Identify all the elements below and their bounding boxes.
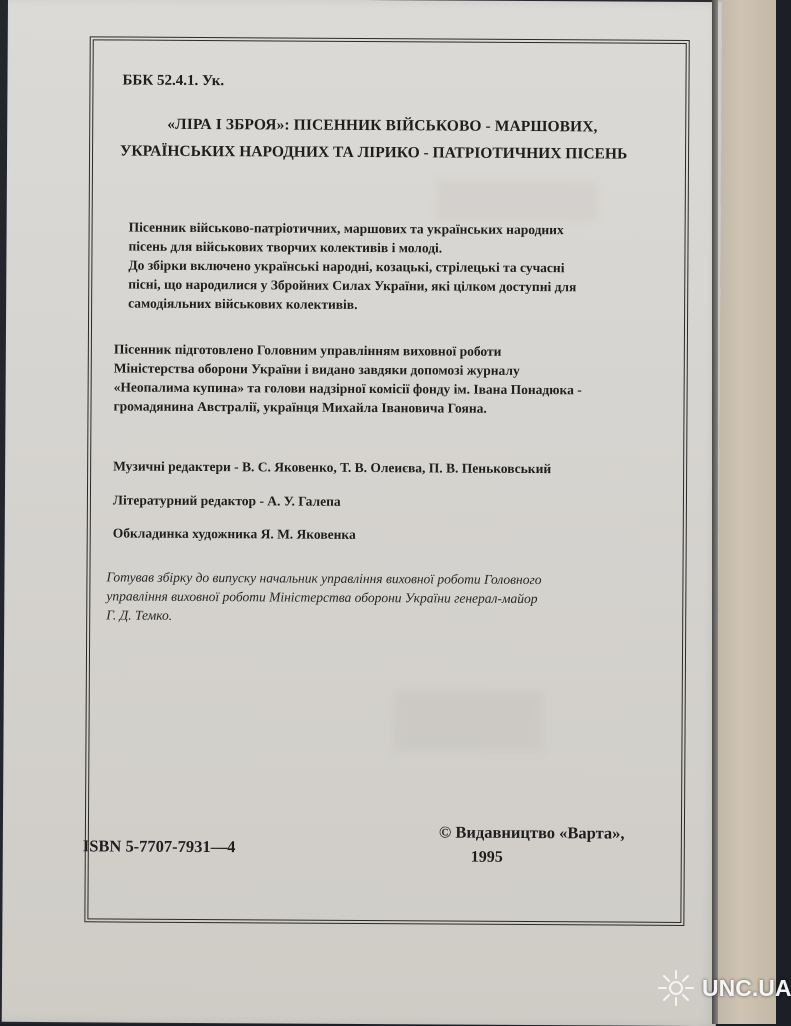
music-editors: Музичні редактери - В. С. Яковенко, Т. В. Олеиєва, П. В. Пеньковський [113, 458, 552, 477]
compiler-note-line: Готував збірку до випуску начальник управління виховної роботи Головного [106, 569, 542, 588]
preparation-line: Міністерства оборони України і видано завдяки допомозі журналу [113, 360, 520, 378]
title-line-2: УКРАЇНСЬКИХ НАРОДНИХ ТА ЛІРИКО - ПАТРІОТИЧНИХ ПІСЕНЬ [120, 142, 628, 163]
page-border-frame [84, 36, 689, 926]
compiler-note-line: Г. Д. Темко. [106, 607, 173, 623]
page-edge-shadow [712, 0, 718, 1024]
book-page [2, 0, 722, 1026]
preparation-line: Пісенник підготовлено Головним управлінням виховної роботи [113, 341, 502, 359]
description-line: самодіяльних військових колективів. [128, 295, 358, 312]
description-line: До збірки включено українські народні, козацькі, стрілецькі та сучасні [128, 257, 565, 276]
cover-artist: Обкладинка художника Я. М. Яковенка [112, 525, 356, 542]
title-line-1: «ЛІРА І ЗБРОЯ»: ПІСЕННИК ВІЙСЬКОВО - МАРШОВИХ, [167, 115, 598, 136]
literary-editor: Літературний редактор - А. У. Галепа [112, 492, 341, 509]
isbn: ISBN 5-7707-7931—4 [82, 836, 236, 857]
publication-year: 1995 [470, 848, 503, 866]
sunburst-icon [656, 968, 696, 1008]
description-line: пісень для військових творчих колективів і молоді. [128, 238, 443, 256]
publisher: © Видавництво «Варта», [438, 822, 625, 843]
preparation-line: громадянина Австралії, українця Михайла Івановича Гояна. [113, 398, 487, 416]
compiler-note-line: управління виховної роботи Міністерства оборони України генерал-майор [106, 588, 538, 607]
preparation-line: «Неопалима купина» та голови надзірної комісії фонду ім. Івана Понадюка - [113, 379, 582, 398]
next-page-edge [716, 0, 776, 1024]
watermark [656, 968, 791, 1008]
description-line: пісні, що народилися у Збройних Силах України, які цілком доступні для [128, 276, 577, 295]
description-line: Пісенник військово-патріотичних, маршових та українських народних [128, 219, 564, 238]
bbk-code: ББК 52.4.1. Ук. [122, 72, 225, 90]
watermark-text: UNC.UA [702, 974, 791, 1001]
